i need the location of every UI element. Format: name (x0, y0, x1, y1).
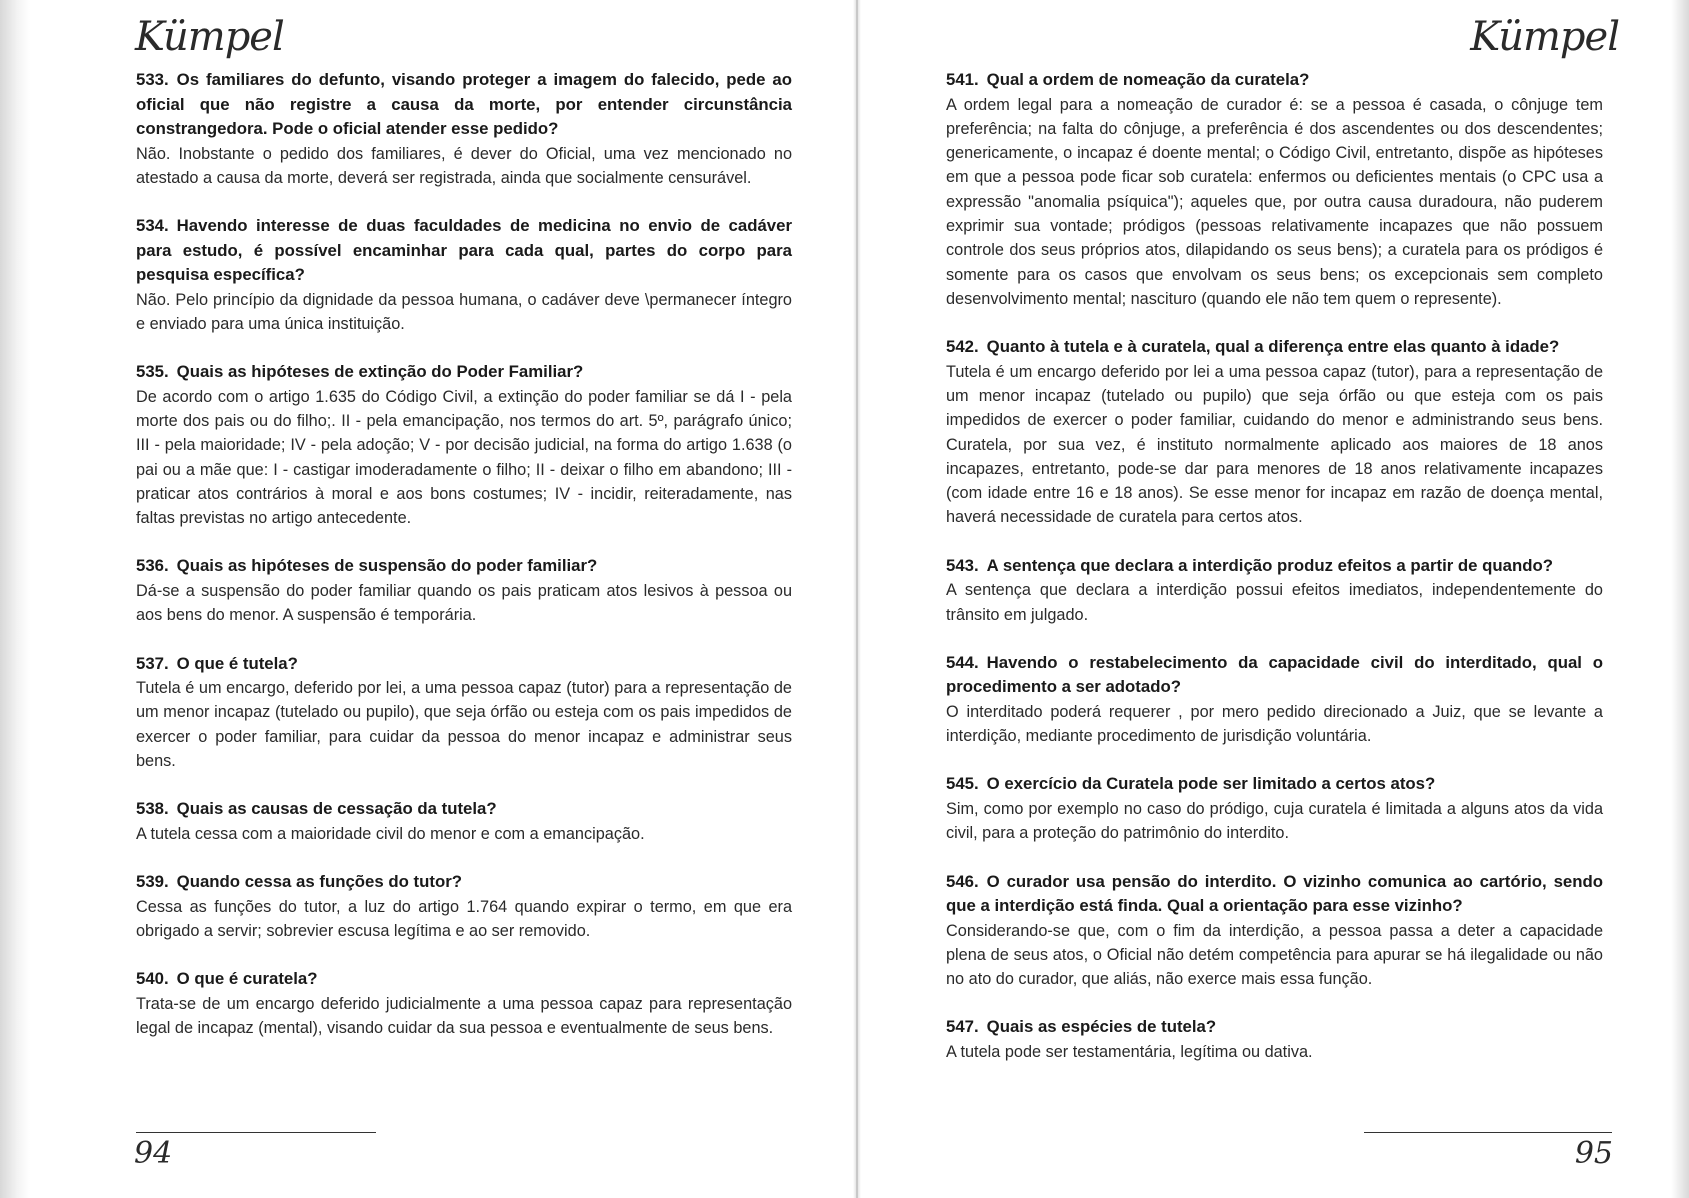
right-page-edge-shadow (1671, 0, 1689, 1198)
question-number: 546. (946, 871, 979, 891)
question (136, 967, 792, 992)
answer: Considerando-se que, com o fim da interdição, a pessoa passa a deter a capacidade plena de seus atos, o Oficial não detém competência para apurar se há ilegalidade ou não no ato do curador, que aliás, não exerce mais essa função. (946, 921, 1603, 989)
qa-item (946, 870, 1603, 992)
question (946, 870, 1603, 919)
question (946, 1015, 1603, 1040)
question (946, 335, 1603, 360)
answer: De acordo com o artigo 1.635 do Código Civil, a extinção do poder familiar se dá I - pela morte dos pais ou do filho;. II - pela emancipação, nos termos do art. 5º, parágrafo único; III - pela maioridade; IV - pela adoção; V - por decisão judicial, na forma do artigo 1.638 (o pai ou a mãe que: I - castigar imoderadamente o filho; II - deixar o filho em abandono; III - praticar atos contrários à moral e aos bons costumes; IV - incidir, reiteradamente, nas faltas previstas no artigo antecedente. (136, 387, 792, 528)
question-number: 536. (136, 556, 169, 576)
qa-item (136, 652, 792, 774)
answer: A tutela cessa com a maioridade civil do menor e com a emancipação. (136, 824, 645, 843)
question-number: 535. (136, 362, 169, 382)
answer: Cessa as funções do tutor, a luz do artigo 1.764 quando expirar o termo, em que era obrigado a servir; sobrevier escusa legítima e ao ser removido. (136, 897, 792, 940)
question-number: 540. (136, 969, 169, 989)
qa-item (946, 68, 1603, 311)
qa-item (136, 967, 792, 1040)
qa-item (136, 214, 792, 336)
answer: Não. Inobstante o pedido dos familiares, é dever do Oficial, uma vez mencionado no atestado a causa da morte, deverá ser registrada, ainda que socialmente censurável. (136, 144, 792, 187)
answer: O interditado poderá requerer , por mero pedido direcionado a Juiz, que se levante a interdição, mediante procedimento de jurisdição voluntária. (946, 702, 1603, 746)
question-number: 543. (946, 555, 979, 575)
qa-item (946, 1015, 1603, 1064)
qa-item (136, 797, 792, 846)
answer: Trata-se de um encargo deferido judicialmente a uma pessoa capaz para representação legal de incapaz (mental), visando cuidar da sua pessoa e eventualmente de seus bens. (136, 994, 792, 1037)
qa-item (946, 772, 1603, 845)
question-number: 544. (946, 652, 979, 672)
qa-item (136, 870, 792, 943)
qa-item (136, 360, 792, 530)
question-text: Quando cessa as funções do tutor? (176, 872, 463, 892)
question-number: 542. (946, 337, 979, 357)
question (136, 554, 792, 579)
question (946, 772, 1603, 797)
page-number: 94 (134, 1136, 173, 1171)
right-brand-logo: Kümpel (1470, 14, 1619, 60)
question-number: 547. (946, 1017, 979, 1037)
footer-rule (136, 1132, 376, 1133)
question (136, 68, 792, 142)
question (136, 360, 792, 385)
answer: A ordem legal para a nomeação de curador é: se a pessoa é casada, o cônjuge tem preferência; na falta do cônjuge, a preferência é dos ascendentes ou dos descendentes; genericamente, o incapaz é doente mental; o Código Civil, entretanto, dispõe as hipóteses em que a pessoa pode ficar sob curatela: enfermos ou deficientes mentais (o CPC usa a expressão "anomalia psíquica"); aqueles que, por outra causa duradoura, não puderem exprimir sua vontade; pródigos (pessoas relativamente incapazes que não possuem controle dos seus próprios atos, dilapidando os seus bens); a curatela para os pródigos é somente para os casos que envolvam os seus bens; os excepcionais sem completo desenvolvimento mental; nascituro (quando ele não tem quem o represente). (946, 95, 1603, 308)
question-number: 539. (136, 872, 169, 892)
question-number: 537. (136, 653, 169, 673)
left-page-content (136, 68, 792, 1064)
question-text: Quais as causas de cessação da tutela? (176, 799, 497, 819)
question-text: Havendo o restabelecimento da capacidade civil do interditado, qual o procedimento a ser adotado? (946, 652, 1603, 697)
qa-item (946, 335, 1603, 530)
question-text: O curador usa pensão do interdito. O vizinho comunica ao cartório, sendo que a interdição está finda. Qual a orientação para esse vizinho? (946, 871, 1603, 916)
footer-rule (1364, 1132, 1612, 1133)
answer: Sim, como por exemplo no caso do pródigo, cuja curatela é limitada a alguns atos da vida civil, para a proteção do patrimônio do interdito. (946, 799, 1603, 843)
question (946, 651, 1603, 700)
question-text: O que é curatela? (176, 969, 318, 989)
answer: A sentença que declara a interdição possui efeitos imediatos, independentemente do trânsito em julgado. (946, 581, 1603, 624)
answer: A tutela pode ser testamentária, legítima ou dativa. (946, 1042, 1313, 1061)
question-number: 538. (136, 799, 169, 819)
qa-item (946, 554, 1603, 627)
qa-item (136, 68, 792, 190)
question-number: 533. (136, 70, 169, 89)
qa-item (136, 554, 792, 627)
question-text: O que é tutela? (176, 653, 298, 673)
question-text: Quais as hipóteses de extinção do Poder Familiar? (176, 362, 584, 382)
question (136, 214, 792, 288)
question (946, 554, 1603, 579)
question-number: 545. (946, 774, 979, 794)
question-text: Quais as hipóteses de suspensão do poder familiar? (176, 556, 598, 576)
qa-item (946, 651, 1603, 749)
question-number: 541. (946, 70, 979, 89)
answer: Tutela é um encargo, deferido por lei, a uma pessoa capaz (tutor) para a representação de um menor incapaz (tutelado ou pupilo), que seja órfão ou esteja com os pais impedidos de exercer o poder familiar, para cuidar da pessoa do menor incapaz e administrar seus bens. (136, 679, 792, 770)
page-number: 95 (1574, 1136, 1613, 1171)
question-text: Quanto à tutela e à curatela, qual a diferença entre elas quanto à idade? (986, 337, 1560, 357)
question-text: Os familiares do defunto, visando proteger a imagem do falecido, pede ao oficial que não registre a causa da morte, por entender circunstância constrangedora. Pode o oficial atender esse pedido? (136, 70, 792, 138)
right-page-content (946, 68, 1603, 1088)
question-number: 534. (136, 216, 169, 236)
question (136, 652, 792, 677)
answer: Tutela é um encargo deferido por lei a uma pessoa capaz (tutor), para a representação de um menor incapaz (tutelado ou pupilo) que seja órfão ou que esteja com os pais impedidos de exercer o poder familiar, cuidando do menor e administrando seus bens. Curatela, por sua vez, é instituto normalmente aplicado aos maiores de 18 anos incapazes, entretanto, pode-se dar para menores de 18 anos relativamente incapazes (com idade entre 16 e 18 anos). Se esse menor for incapaz em razão de doença mental, haverá necessidade de curatela para certos atos. (946, 362, 1603, 527)
question-text: O exercício da Curatela pode ser limitado a certos atos? (986, 774, 1436, 794)
right-page (860, 0, 1689, 1198)
question-text: Qual a ordem de nomeação da curatela? (986, 70, 1310, 89)
question-text: Quais as espécies de tutela? (986, 1017, 1217, 1037)
question (946, 68, 1603, 93)
left-brand-logo: Kümpel (135, 14, 284, 60)
question (136, 797, 792, 822)
question-text: Havendo interesse de duas faculdades de medicina no envio de cadáver para estudo, é possível encaminhar para cada qual, partes do corpo para pesquisa específica? (136, 216, 792, 285)
question (136, 870, 792, 895)
answer: Não. Pelo princípio da dignidade da pessoa humana, o cadáver deve \permanecer íntegro e enviado para uma única instituição. (136, 290, 792, 333)
answer: Dá-se a suspensão do poder familiar quando os pais praticam atos lesivos à pessoa ou aos bens do menor. A suspensão é temporária. (136, 581, 792, 625)
question-text: A sentença que declara a interdição produz efeitos a partir de quando? (986, 555, 1554, 575)
